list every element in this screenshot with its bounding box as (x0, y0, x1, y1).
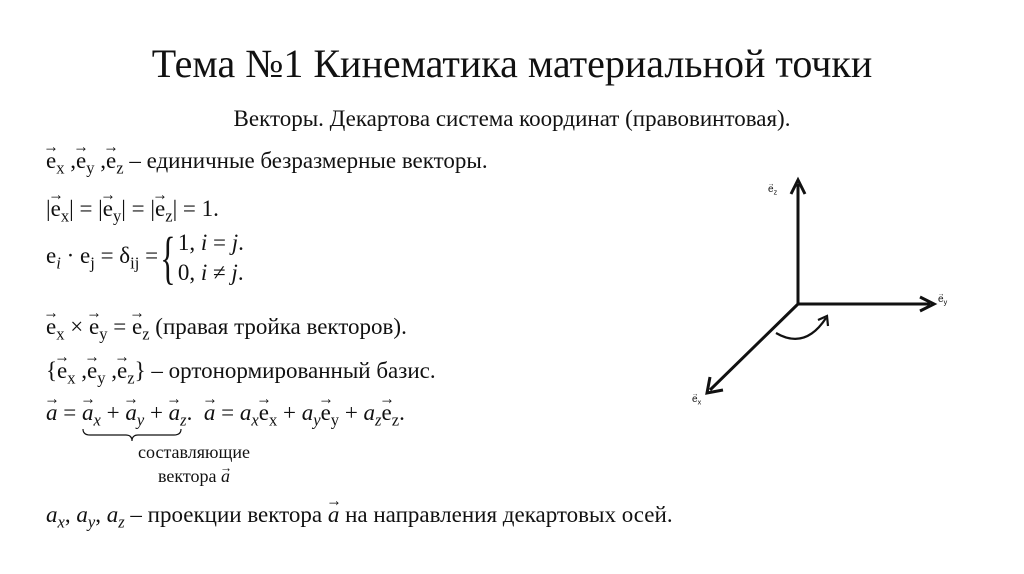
components-note-line2: вектора (157, 466, 217, 486)
norm-line: |→ $e_x|$ = |→ $e_y|$ = |→ $e_z| = 1$. (46, 196, 219, 226)
label-ex-sub: x (697, 397, 702, 407)
components-sum: → $a_x$ + → $a_y$ + → $a_z$ (82, 400, 187, 430)
basis-line: {→ $e_x$ ,→ $e_y$ ,→ $e_z$} – ортонормированный базис. (46, 358, 436, 388)
unit-vectors-line: → $e_x$ ,→ $e_y$ ,→ $e_z$ – единичные безразмерные векторы. (46, 148, 488, 178)
label-ey-e: → e (938, 294, 944, 305)
label-ex (692, 394, 701, 406)
slide-title: Тема №1 Кинематика материальной точки (151, 41, 873, 86)
label-ey-sub: y (943, 297, 948, 307)
label-ez-sub: z (773, 187, 778, 197)
projections-tail: на направления декартовых осей. (339, 502, 673, 527)
cross-product-line: → $e_x$ × → $e_y$ = → $e_z$ (правая тройка векторов). (46, 314, 407, 344)
right-triple-text: (правая тройка векторов). (149, 314, 407, 339)
label-ez (768, 184, 777, 196)
label-ex-e: → e (692, 394, 698, 405)
dot-product-line: $e_i \cdot e_j = \delta_{ij}$ ={ 1, i = j. 0, i ≠ j. (46, 225, 244, 290)
projections-text: – проекции вектора (124, 502, 323, 527)
basis-text: – ортонормированный базис. (145, 358, 436, 383)
components-note: составляющие вектора → a (104, 440, 284, 488)
rotation-arc (776, 318, 826, 339)
label-ez-e: → e (768, 184, 774, 195)
components-note-line1: составляющие (138, 442, 250, 462)
projections-line: $a_x$, $a_y$, $a_z$ – проекции вектора → a на направления декартовых осей. (46, 502, 673, 532)
label-ey (938, 294, 947, 306)
axes-diagram (680, 170, 980, 430)
axis-x (710, 304, 798, 390)
decomposition-line: → a = → $a_x$ + → $a_y$ + → $a_z$ . → $a = a_x\to e_x + a_y\to e_y + a_z\to e_z$. (46, 400, 405, 430)
unit-vectors-desc: – единичные безразмерные векторы. (123, 148, 488, 173)
slide-subtitle: Векторы. Декартова система координат (правовинтовая). (233, 106, 791, 131)
